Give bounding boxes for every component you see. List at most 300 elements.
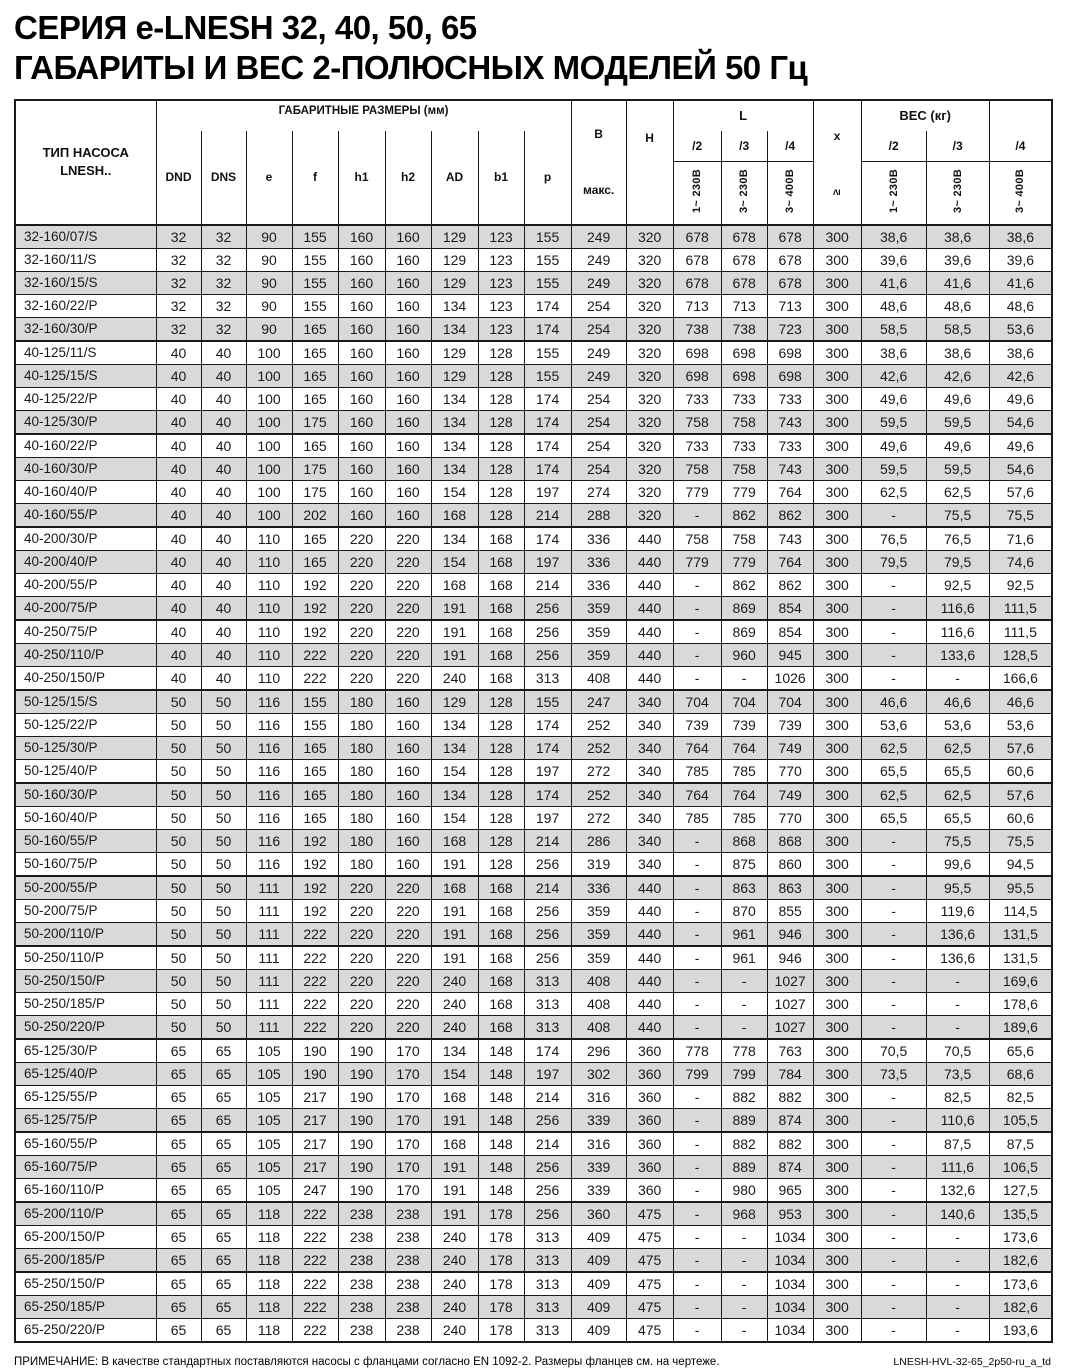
value-cell: 65 <box>201 1132 246 1156</box>
value-cell: 320 <box>626 364 673 387</box>
value-cell: 50 <box>156 922 201 946</box>
value-cell: 95,5 <box>989 876 1052 900</box>
value-cell: 1026 <box>767 666 813 690</box>
value-cell: 340 <box>626 759 673 783</box>
value-cell: 980 <box>721 1178 767 1202</box>
value-cell: 779 <box>673 480 721 503</box>
model-cell: 32-160/30/P <box>15 317 156 341</box>
value-cell: 256 <box>524 596 571 620</box>
value-cell: 60,6 <box>989 759 1052 783</box>
value-cell: 313 <box>524 1295 571 1318</box>
value-cell: 854 <box>767 620 813 644</box>
value-cell: 862 <box>767 573 813 596</box>
value-cell: 220 <box>385 992 431 1015</box>
value-cell: 168 <box>478 666 524 690</box>
value-cell: 134 <box>431 783 478 807</box>
value-cell: 743 <box>767 457 813 480</box>
value-cell: 174 <box>524 736 571 759</box>
value-cell: 300 <box>813 457 861 480</box>
value-cell: 100 <box>246 434 292 458</box>
value-cell: 220 <box>385 620 431 644</box>
value-cell: 160 <box>338 503 385 527</box>
value-cell: 738 <box>673 317 721 341</box>
value-cell: 300 <box>813 876 861 900</box>
table-row <box>15 527 1052 551</box>
value-cell: 160 <box>338 271 385 294</box>
value-cell: 40 <box>156 666 201 690</box>
model-cell: 40-250/150/P <box>15 666 156 690</box>
value-cell: 32 <box>201 294 246 317</box>
value-cell: 42,6 <box>989 364 1052 387</box>
value-cell: 440 <box>626 969 673 992</box>
value-cell: 785 <box>673 806 721 829</box>
value-cell: - <box>721 992 767 1015</box>
weight-col-2: /2 <box>861 131 926 162</box>
table-row <box>15 341 1052 365</box>
value-cell: 160 <box>338 457 385 480</box>
model-cell: 40-250/110/P <box>15 643 156 666</box>
value-cell: 53,6 <box>989 317 1052 341</box>
model-cell: 40-160/22/P <box>15 434 156 458</box>
value-cell: 222 <box>292 643 338 666</box>
value-cell: 128 <box>478 480 524 503</box>
value-cell: 50 <box>201 806 246 829</box>
value-cell: 123 <box>478 317 524 341</box>
value-cell: 50 <box>201 713 246 736</box>
value-cell: 256 <box>524 852 571 876</box>
value-cell: 155 <box>524 341 571 365</box>
value-cell: 222 <box>292 1318 338 1342</box>
value-cell: 62,5 <box>861 783 926 807</box>
value-cell: 160 <box>385 225 431 249</box>
table-row <box>15 1015 1052 1039</box>
value-cell: 165 <box>292 736 338 759</box>
value-cell: 32 <box>201 317 246 341</box>
value-cell: 869 <box>721 620 767 644</box>
value-cell: 148 <box>478 1062 524 1085</box>
value-cell: 256 <box>524 1108 571 1132</box>
model-cell: 65-200/110/P <box>15 1202 156 1226</box>
value-cell: 440 <box>626 666 673 690</box>
value-cell: 105 <box>246 1085 292 1108</box>
table-row <box>15 271 1052 294</box>
table-row <box>15 410 1052 434</box>
model-cell: 40-200/55/P <box>15 573 156 596</box>
value-cell: 41,6 <box>861 271 926 294</box>
value-cell: 160 <box>385 852 431 876</box>
value-cell: 733 <box>673 387 721 410</box>
table-row <box>15 1248 1052 1272</box>
value-cell: 165 <box>292 550 338 573</box>
value-cell: 174 <box>524 434 571 458</box>
value-cell: 168 <box>431 503 478 527</box>
value-cell: 960 <box>721 643 767 666</box>
value-cell: 764 <box>673 783 721 807</box>
value-cell: 336 <box>571 876 626 900</box>
model-cell: 40-160/30/P <box>15 457 156 480</box>
model-cell: 40-125/15/S <box>15 364 156 387</box>
table-row <box>15 852 1052 876</box>
value-cell: 340 <box>626 806 673 829</box>
value-cell: 160 <box>385 341 431 365</box>
value-cell: 170 <box>385 1062 431 1085</box>
value-cell: 62,5 <box>926 736 989 759</box>
value-cell: 300 <box>813 596 861 620</box>
value-cell: 360 <box>626 1085 673 1108</box>
model-cell: 65-125/75/P <box>15 1108 156 1132</box>
value-cell: 65 <box>156 1318 201 1342</box>
table-body <box>15 225 1052 1342</box>
value-cell: 254 <box>571 387 626 410</box>
value-cell: 300 <box>813 899 861 922</box>
value-cell: 49,6 <box>989 387 1052 410</box>
value-cell: 50 <box>156 876 201 900</box>
value-cell: 214 <box>524 829 571 852</box>
value-cell: 240 <box>431 1318 478 1342</box>
value-cell: 100 <box>246 364 292 387</box>
value-cell: 359 <box>571 922 626 946</box>
value-cell: - <box>926 1015 989 1039</box>
value-cell: 300 <box>813 1085 861 1108</box>
value-cell: 148 <box>478 1178 524 1202</box>
value-cell: 168 <box>431 829 478 852</box>
value-cell: 409 <box>571 1295 626 1318</box>
value-cell: 256 <box>524 922 571 946</box>
value-cell: 42,6 <box>861 364 926 387</box>
value-cell: 733 <box>721 387 767 410</box>
value-cell: 191 <box>431 596 478 620</box>
value-cell: 313 <box>524 992 571 1015</box>
value-cell: 222 <box>292 1272 338 1296</box>
value-cell: 175 <box>292 480 338 503</box>
value-cell: 256 <box>524 1178 571 1202</box>
value-cell: 300 <box>813 317 861 341</box>
value-cell: 249 <box>571 225 626 249</box>
model-cell: 65-200/185/P <box>15 1248 156 1272</box>
value-cell: 220 <box>338 946 385 970</box>
table-row <box>15 573 1052 596</box>
value-cell: 50 <box>201 736 246 759</box>
value-cell: 968 <box>721 1202 767 1226</box>
value-cell: 191 <box>431 620 478 644</box>
value-cell: 249 <box>571 271 626 294</box>
value-cell: 128 <box>478 387 524 410</box>
value-cell: 854 <box>767 596 813 620</box>
value-cell: 40 <box>201 643 246 666</box>
value-cell: 300 <box>813 271 861 294</box>
value-cell: 128 <box>478 434 524 458</box>
value-cell: 191 <box>431 1155 478 1178</box>
value-cell: 92,5 <box>926 573 989 596</box>
value-cell: 129 <box>431 271 478 294</box>
value-cell: 220 <box>338 899 385 922</box>
table-row <box>15 294 1052 317</box>
value-cell: 190 <box>338 1039 385 1063</box>
value-cell: 220 <box>338 573 385 596</box>
value-cell: 678 <box>673 271 721 294</box>
value-cell: 222 <box>292 1248 338 1272</box>
value-cell: 65 <box>201 1039 246 1063</box>
value-cell: - <box>926 992 989 1015</box>
value-cell: 39,6 <box>926 248 989 271</box>
value-cell: 197 <box>524 480 571 503</box>
value-cell: 160 <box>385 434 431 458</box>
value-cell: 100 <box>246 503 292 527</box>
value-cell: 46,6 <box>989 690 1052 714</box>
value-cell: 40 <box>201 480 246 503</box>
value-cell: - <box>861 596 926 620</box>
value-cell: 128 <box>478 852 524 876</box>
value-cell: 65,5 <box>861 806 926 829</box>
value-cell: 440 <box>626 550 673 573</box>
value-cell: 180 <box>338 852 385 876</box>
table-row <box>15 596 1052 620</box>
model-cell: 32-160/07/S <box>15 225 156 249</box>
value-cell: 862 <box>721 573 767 596</box>
value-cell: 222 <box>292 946 338 970</box>
value-cell: 65 <box>156 1225 201 1248</box>
table-row <box>15 1202 1052 1226</box>
model-cell: 65-250/220/P <box>15 1318 156 1342</box>
table-row <box>15 1039 1052 1063</box>
value-cell: 182,6 <box>989 1295 1052 1318</box>
value-cell: 220 <box>338 666 385 690</box>
value-cell: - <box>861 969 926 992</box>
value-cell: 50 <box>156 852 201 876</box>
value-cell: - <box>861 503 926 527</box>
value-cell: 320 <box>626 387 673 410</box>
value-cell: 192 <box>292 573 338 596</box>
value-cell: 160 <box>385 806 431 829</box>
value-cell: 178 <box>478 1318 524 1342</box>
value-cell: 65,5 <box>926 759 989 783</box>
value-cell: 190 <box>338 1178 385 1202</box>
value-cell: 1034 <box>767 1272 813 1296</box>
value-cell: 160 <box>385 480 431 503</box>
value-cell: - <box>721 1272 767 1296</box>
value-cell: 440 <box>626 899 673 922</box>
value-cell: 123 <box>478 271 524 294</box>
value-cell: 65 <box>156 1178 201 1202</box>
value-cell: 160 <box>385 829 431 852</box>
value-cell: 336 <box>571 550 626 573</box>
value-cell: 53,6 <box>861 713 926 736</box>
value-cell: 160 <box>338 294 385 317</box>
model-cell: 40-125/22/P <box>15 387 156 410</box>
table-row <box>15 922 1052 946</box>
value-cell: 105 <box>246 1108 292 1132</box>
value-cell: 300 <box>813 643 861 666</box>
value-cell: 360 <box>626 1108 673 1132</box>
value-cell: 168 <box>431 876 478 900</box>
value-cell: 320 <box>626 317 673 341</box>
value-cell: 155 <box>292 713 338 736</box>
value-cell: 50 <box>156 969 201 992</box>
value-cell: 440 <box>626 1015 673 1039</box>
value-cell: 168 <box>478 876 524 900</box>
value-cell: - <box>673 899 721 922</box>
value-cell: 40 <box>156 573 201 596</box>
model-cell: 65-160/75/P <box>15 1155 156 1178</box>
value-cell: 238 <box>385 1225 431 1248</box>
value-cell: 222 <box>292 992 338 1015</box>
value-cell: 1034 <box>767 1248 813 1272</box>
table-row <box>15 666 1052 690</box>
value-cell: 286 <box>571 829 626 852</box>
value-cell: - <box>926 1295 989 1318</box>
value-cell: 174 <box>524 527 571 551</box>
value-cell: 274 <box>571 480 626 503</box>
value-cell: 50 <box>201 690 246 714</box>
value-cell: - <box>861 922 926 946</box>
value-cell: 868 <box>767 829 813 852</box>
weight-col-3: /3 <box>926 131 989 162</box>
value-cell: 65 <box>201 1178 246 1202</box>
value-cell: 300 <box>813 1248 861 1272</box>
value-cell: 961 <box>721 922 767 946</box>
value-cell: 129 <box>431 248 478 271</box>
value-cell: 220 <box>338 620 385 644</box>
value-cell: 110,6 <box>926 1108 989 1132</box>
value-cell: 116 <box>246 829 292 852</box>
value-cell: 100 <box>246 341 292 365</box>
value-cell: 160 <box>338 341 385 365</box>
model-cell: 50-200/110/P <box>15 922 156 946</box>
value-cell: 300 <box>813 922 861 946</box>
col-h2: h2 <box>385 131 431 225</box>
table-row <box>15 713 1052 736</box>
value-cell: 300 <box>813 1039 861 1063</box>
value-cell: 191 <box>431 946 478 970</box>
value-cell: - <box>721 1318 767 1342</box>
value-cell: 190 <box>338 1132 385 1156</box>
value-cell: 300 <box>813 690 861 714</box>
value-cell: 785 <box>721 759 767 783</box>
value-cell: 1034 <box>767 1295 813 1318</box>
value-cell: 110 <box>246 666 292 690</box>
value-cell: 99,6 <box>926 852 989 876</box>
value-cell: 320 <box>626 248 673 271</box>
value-cell: 340 <box>626 690 673 714</box>
value-cell: 154 <box>431 759 478 783</box>
value-cell: 296 <box>571 1039 626 1063</box>
value-cell: 40 <box>201 596 246 620</box>
value-cell: 60,6 <box>989 806 1052 829</box>
value-cell: 190 <box>292 1062 338 1085</box>
value-cell: 100 <box>246 387 292 410</box>
value-cell: - <box>861 1015 926 1039</box>
value-cell: 339 <box>571 1178 626 1202</box>
value-cell: - <box>673 596 721 620</box>
value-cell: 882 <box>767 1132 813 1156</box>
value-cell: 180 <box>338 806 385 829</box>
model-cell: 65-200/150/P <box>15 1225 156 1248</box>
value-cell: 168 <box>431 573 478 596</box>
value-cell: 300 <box>813 387 861 410</box>
value-cell: - <box>673 1108 721 1132</box>
value-cell: 148 <box>478 1132 524 1156</box>
value-cell: 408 <box>571 1015 626 1039</box>
value-cell: 180 <box>338 829 385 852</box>
table-row <box>15 992 1052 1015</box>
col-f: f <box>292 131 338 225</box>
value-cell: 38,6 <box>926 225 989 249</box>
value-cell: 300 <box>813 1318 861 1342</box>
value-cell: - <box>673 852 721 876</box>
value-cell: 155 <box>524 271 571 294</box>
value-cell: 217 <box>292 1085 338 1108</box>
value-cell: 160 <box>338 387 385 410</box>
value-cell: 50 <box>156 736 201 759</box>
value-cell: - <box>721 1225 767 1248</box>
value-cell: 65 <box>201 1295 246 1318</box>
weight-group-header: ВЕС (кг) <box>861 100 989 131</box>
value-cell: 252 <box>571 713 626 736</box>
value-cell: 882 <box>721 1085 767 1108</box>
value-cell: 238 <box>338 1318 385 1342</box>
value-cell: 678 <box>721 225 767 249</box>
value-cell: 222 <box>292 1225 338 1248</box>
value-cell: 65 <box>201 1085 246 1108</box>
value-cell: - <box>673 876 721 900</box>
value-cell: 190 <box>338 1108 385 1132</box>
model-cell: 50-250/110/P <box>15 946 156 970</box>
pump-type-line1: ТИП НАСОСА <box>42 145 129 161</box>
value-cell: 300 <box>813 1272 861 1296</box>
value-cell: 174 <box>524 317 571 341</box>
value-cell: 340 <box>626 829 673 852</box>
value-cell: 50 <box>201 969 246 992</box>
value-cell: 272 <box>571 806 626 829</box>
value-cell: 165 <box>292 527 338 551</box>
value-cell: 272 <box>571 759 626 783</box>
value-cell: 40 <box>201 527 246 551</box>
table-row <box>15 387 1052 410</box>
value-cell: 50 <box>156 992 201 1015</box>
value-cell: - <box>673 1272 721 1296</box>
value-cell: - <box>861 1132 926 1156</box>
value-cell: 249 <box>571 248 626 271</box>
model-cell: 40-200/40/P <box>15 550 156 573</box>
value-cell: 128 <box>478 690 524 714</box>
value-cell: 320 <box>626 480 673 503</box>
value-cell: 240 <box>431 666 478 690</box>
value-cell: 222 <box>292 922 338 946</box>
value-cell: - <box>673 922 721 946</box>
value-cell: 220 <box>338 1015 385 1039</box>
value-cell: 874 <box>767 1155 813 1178</box>
value-cell: 65 <box>156 1085 201 1108</box>
value-cell: 217 <box>292 1108 338 1132</box>
value-cell: 65 <box>201 1108 246 1132</box>
model-cell: 50-160/75/P <box>15 852 156 876</box>
value-cell: 160 <box>385 387 431 410</box>
value-cell: 220 <box>385 1015 431 1039</box>
value-cell: 254 <box>571 294 626 317</box>
value-cell: 168 <box>478 946 524 970</box>
value-cell: 946 <box>767 922 813 946</box>
model-cell: 50-200/75/P <box>15 899 156 922</box>
value-cell: 90 <box>246 248 292 271</box>
value-cell: 32 <box>156 271 201 294</box>
value-cell: 40 <box>156 434 201 458</box>
value-cell: 154 <box>431 806 478 829</box>
value-cell: - <box>861 1225 926 1248</box>
value-cell: 202 <box>292 503 338 527</box>
value-cell: 170 <box>385 1085 431 1108</box>
value-cell: 698 <box>673 341 721 365</box>
value-cell: 220 <box>385 946 431 970</box>
